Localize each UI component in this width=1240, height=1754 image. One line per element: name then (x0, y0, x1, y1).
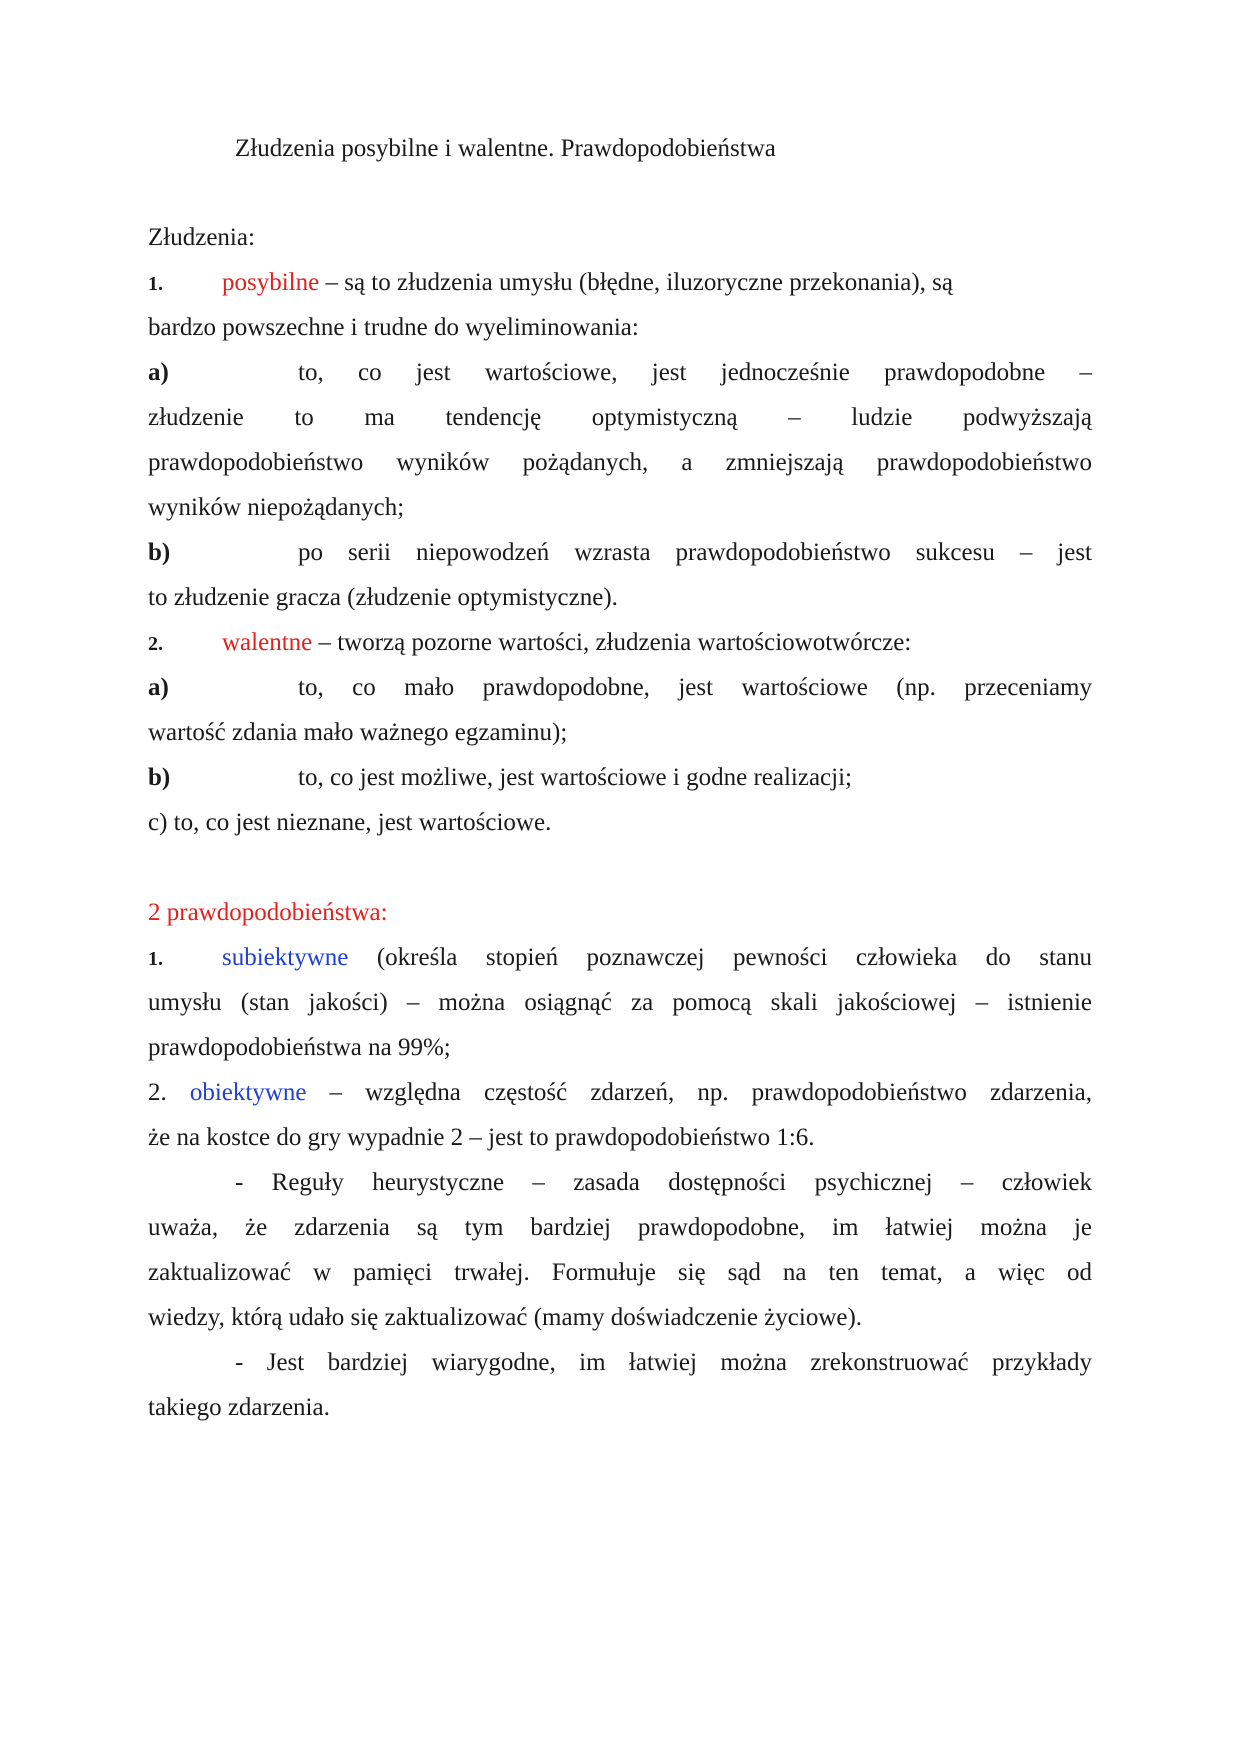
list-item-c2: c) to, co jest nieznane, jest wartościowe. (148, 809, 552, 836)
heuristic-paragraph-first-line: - Reguły heurystyczne – zasada dostępności psychicznej – człowiek (235, 1169, 1092, 1196)
term-obiektywne: obiektywne (189, 1079, 307, 1106)
term-walentne: walentne (222, 629, 313, 656)
text: (określa stopień poznawczej pewności człowieka do stanu (348, 944, 1092, 971)
text-line: wiedzy, którą udało się zaktualizować (mamy doświadczenie życiowe). (148, 1304, 863, 1331)
list-letter: a) (148, 359, 169, 386)
text: po serii niepowodzeń wzrasta prawdopodobieństwo sukcesu – jest (298, 539, 1092, 566)
text: – względna częstość zdarzeń, np. prawdopodobieństwo zdarzenia, (306, 1079, 1092, 1106)
text-line: uważa, że zdarzenia są tym bardziej prawdopodobne, im łatwiej można je (148, 1214, 1092, 1241)
text-line: wyników niepożądanych; (148, 494, 405, 521)
list-item-a1 (148, 358, 1092, 388)
text-line: prawdopodobieństwa na 99%; (148, 1034, 451, 1061)
list-item-b2 (148, 763, 1092, 793)
list-item-walentne (148, 628, 1092, 659)
text-line: że na kostce do gry wypadnie 2 – jest to prawdopodobieństwo 1:6. (148, 1124, 815, 1151)
list-letter: a) (148, 674, 169, 701)
text-line: to złudzenie gracza (złudzenie optymistyczne). (148, 584, 618, 611)
list-number: 2. (148, 1079, 190, 1106)
list-item-obiektywne (148, 1078, 1092, 1108)
term-posybilne: posybilne (222, 269, 320, 296)
text-line: takiego zdarzenia. (148, 1394, 330, 1421)
section-heading-prawdopodobienstwa: 2 prawdopodobieństwa: (148, 899, 388, 926)
text: to, co mało prawdopodobne, jest wartościowe (np. przeceniamy (298, 674, 1092, 701)
list-number: 1. (148, 273, 163, 295)
text: – są to złudzenia umysłu (błędne, iluzoryczne przekonania), są (319, 269, 954, 296)
term-subiektywne: subiektywne (222, 944, 349, 971)
list-number: 2. (148, 633, 163, 655)
page-title: Złudzenia posybilne i walentne. Prawdopodobieństwa (235, 135, 776, 162)
list-item-subiektywne (148, 943, 1092, 974)
text-line: złudzenie to ma tendencję optymistyczną – ludzie podwyższają (148, 404, 1092, 431)
list-item-a2 (148, 673, 1092, 703)
text-line: umysłu (stan jakości) – można osiągnąć za pomocą skali jakościowej – istnienie (148, 989, 1092, 1016)
list-item-posybilne (148, 268, 1092, 299)
text: to, co jest wartościowe, jest jednocześnie prawdopodobne – (298, 359, 1092, 386)
list-item-b1 (148, 538, 1092, 568)
text: to, co jest możliwe, jest wartościowe i godne realizacji; (298, 764, 852, 791)
text-line: bardzo powszechne i trudne do wyeliminowania: (148, 314, 639, 341)
text: – tworzą pozorne wartości, złudzenia wartościowotwórcze: (312, 629, 912, 656)
credibility-paragraph-first-line: - Jest bardziej wiarygodne, im łatwiej można zrekonstruować przykłady (235, 1349, 1092, 1376)
text-line: prawdopodobieństwo wyników pożądanych, a zmniejszają prawdopodobieństwo (148, 449, 1092, 476)
section-heading-zludzenia: Złudzenia: (148, 224, 255, 251)
text-line: wartość zdania mało ważnego egzaminu); (148, 719, 568, 746)
list-letter: b) (148, 539, 171, 566)
list-letter: b) (148, 764, 171, 791)
list-number: 1. (148, 948, 163, 970)
text-line: zaktualizować w pamięci trwałej. Formułuje się sąd na ten temat, a więc od (148, 1259, 1092, 1286)
